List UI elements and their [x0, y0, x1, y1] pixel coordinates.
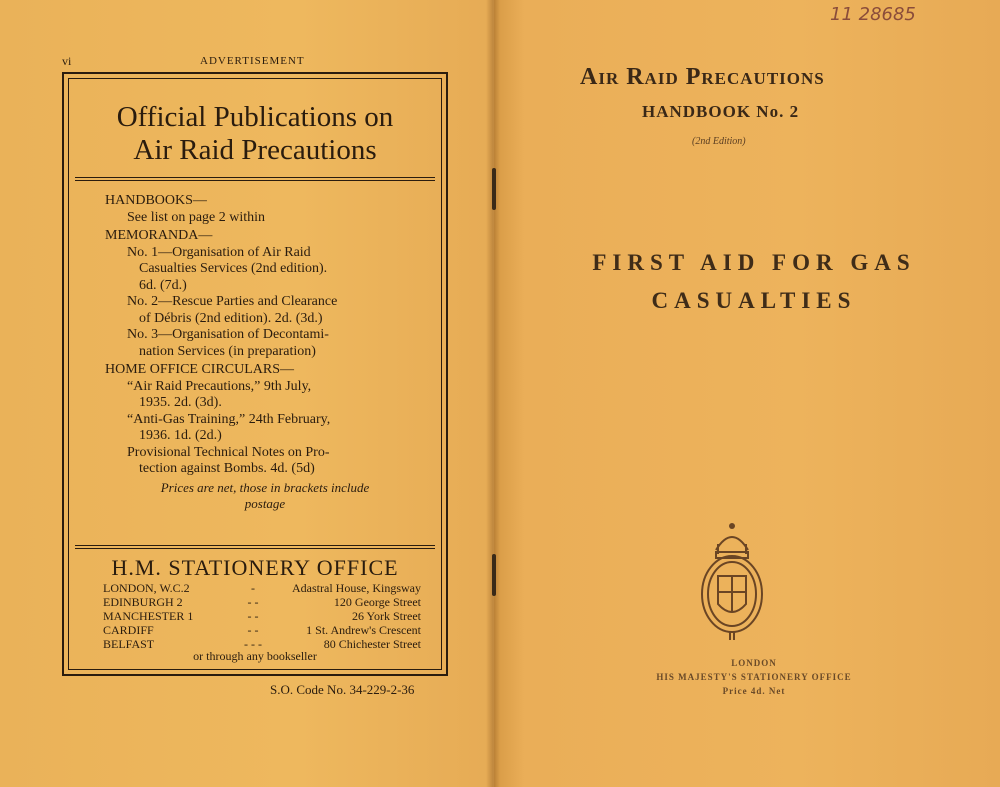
prices-note-line-2: postage	[244, 496, 286, 511]
office-address: Adastral House, Kingsway	[292, 581, 421, 595]
memo-3-line-1: No. 3—Organisation of Decontami-	[127, 327, 329, 342]
right-page-cover	[494, 0, 1000, 787]
page-number: vi	[62, 54, 72, 68]
handwritten-shelfmark: 11 28685	[830, 4, 916, 25]
circular-1-line-2: 1935. 2d. (3d).	[139, 395, 222, 410]
hmso-rule	[75, 545, 435, 546]
imprint-city: LONDON	[731, 658, 777, 668]
handbooks-label: HANDBOOKS—	[105, 193, 207, 208]
office-address: 120 George Street	[333, 595, 421, 609]
office-dash: - -	[247, 609, 259, 623]
handbook-number: HANDBOOK No. 2	[642, 102, 800, 121]
advertisement-frame	[62, 72, 448, 676]
memo-2-line-1: No. 2—Rescue Parties and Clearance	[127, 294, 338, 309]
bookseller-note: or through any bookseller	[193, 649, 317, 663]
book-spine	[486, 0, 500, 787]
circular-3-line-1: Provisional Technical Notes on Pro-	[127, 444, 330, 460]
publications-title: Official Publications on Air Raid Precautions	[116, 101, 394, 166]
staple-top	[492, 168, 496, 210]
handbooks-text: See list on page 2 within	[127, 209, 266, 225]
left-page	[0, 0, 494, 787]
royal-coat-of-arms-icon	[696, 520, 768, 647]
memoranda-label: MEMORANDA—	[105, 228, 213, 243]
circular-2-line-1: “Anti-Gas Training,” 24th February,	[127, 411, 331, 427]
memo-3-line-2: nation Services (in preparation)	[139, 343, 316, 359]
memo-1-line-1: No. 1—Organisation of Air Raid	[127, 244, 311, 260]
offices-list	[103, 581, 421, 651]
hmso-rule-double	[75, 548, 435, 549]
staple-bottom	[492, 554, 496, 596]
publications-list	[105, 191, 425, 513]
publisher-imprint	[614, 656, 894, 698]
imprint-price: Price 4d. Net	[722, 686, 786, 696]
office-row	[103, 595, 421, 609]
main-title: FIRST AID FOR GAS CASUALTIES	[592, 250, 916, 313]
circular-3-line-2: tection against Bombs. 4d. (5d)	[139, 461, 315, 476]
title-rule-double	[75, 180, 435, 181]
office-city: MANCHESTER 1	[103, 609, 194, 623]
office-address: 80 Chichester Street	[323, 637, 421, 651]
advertisement-heading: ADVERTISEMENT	[200, 55, 305, 67]
office-dash: - -	[247, 623, 259, 637]
office-city: EDINBURGH 2	[103, 595, 183, 609]
office-row	[103, 609, 421, 623]
office-row	[103, 581, 421, 595]
office-dash: - -	[247, 595, 259, 609]
office-city: BELFAST	[103, 637, 155, 651]
office-address: 26 York Street	[351, 609, 421, 623]
office-row	[103, 623, 421, 637]
imprint-publisher: HIS MAJESTY'S STATIONERY OFFICE	[656, 672, 852, 682]
office-dash: - - -	[244, 637, 262, 651]
edition-note: (2nd Edition)	[692, 136, 746, 147]
series-title: Air Raid Precautions	[580, 64, 825, 90]
prices-note-line-1: Prices are net, those in brackets include	[160, 479, 370, 495]
memo-2-line-2: of Débris (2nd edition). 2d. (3d.)	[139, 310, 323, 326]
office-dash: -	[251, 581, 255, 595]
hmso-title: H.M. STATIONERY OFFICE	[111, 555, 399, 580]
circulars-label: HOME OFFICE CIRCULARS—	[105, 362, 295, 377]
circular-2-line-2: 1936. 1d. (2d.)	[139, 428, 222, 443]
memo-1-line-2: Casualties Services (2nd edition).	[139, 261, 328, 276]
advertisement-inner-frame	[68, 78, 442, 670]
circular-1-line-1: “Air Raid Precautions,” 9th July,	[127, 378, 312, 394]
memo-1-line-3: 6d. (7d.)	[139, 277, 187, 293]
office-city: CARDIFF	[103, 623, 154, 637]
title-rule	[75, 177, 435, 178]
so-code: S.O. Code No. 34-229-2-36	[270, 682, 415, 697]
office-address: 1 St. Andrew's Crescent	[306, 623, 421, 637]
office-city: LONDON, W.C.2	[103, 581, 190, 595]
